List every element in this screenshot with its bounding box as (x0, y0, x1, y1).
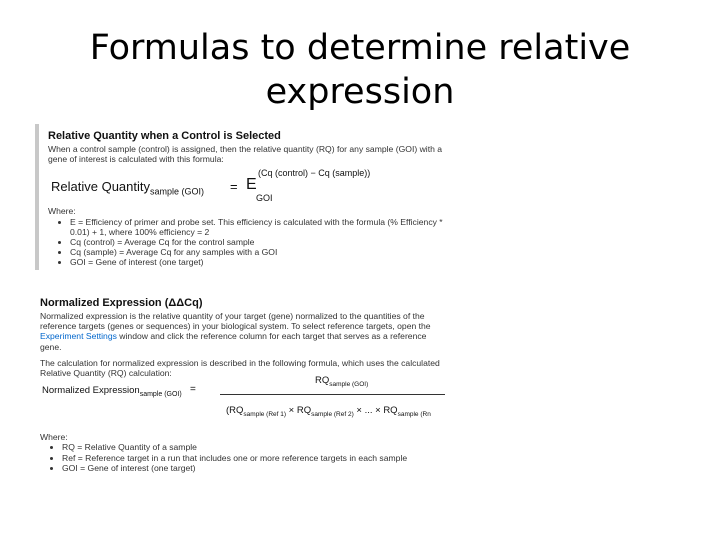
formula-base: E (246, 176, 257, 194)
denominator-a-subscript: sample (Ref 1) (243, 411, 287, 419)
relative-quantity-intro: When a control sample (control) is assigned, then the relative quantity (RQ) for any sample (GOI) with a gene of interest is calculated with this formula: (48, 144, 443, 165)
normalized-expression-heading: Normalized Expression (ΔΔCq) (40, 297, 203, 309)
denominator-a: (RQ (226, 405, 244, 417)
calculation-text: The calculation for normalized expression is described in the following formula, which uses the calculated Relative Quantity (RQ) calculation: (40, 357, 440, 379)
formula-lhs-text: Normalized Expression (42, 385, 140, 397)
formula-lhs (42, 386, 182, 400)
formula-numerator (315, 376, 368, 390)
experiment-settings-link[interactable]: Experiment Settings (40, 331, 117, 342)
relative-quantity-formula (48, 166, 443, 204)
denominator-b: × RQ (286, 405, 312, 417)
where-label: Where: (48, 206, 76, 217)
fraction-bar (220, 394, 445, 395)
intro-text-end: window and click the reference column for each target that serves as a reference gene. (40, 331, 427, 352)
relative-quantity-content (48, 130, 443, 268)
formula-lhs-subscript: sample (GOI) (139, 391, 182, 399)
formula-lhs-text: Relative Quantity (51, 179, 150, 195)
intro-text: Normalized expression is the relative quantity of your target (gene) normalized to the quantities of the reference targets (genes or sequences) in your biological system. To select reference targets, open the (40, 311, 431, 332)
list-item: • GOI = Gene of interest (one target) (62, 463, 447, 473)
formula-equals: = (190, 384, 196, 396)
relative-quantity-heading: Relative Quantity when a Control is Selected (48, 130, 281, 142)
where-label: Where: (40, 432, 68, 443)
numerator-text: RQ (315, 375, 330, 387)
list-item: • Cq (sample) = Average Cq for any samples with a GOI (70, 247, 443, 257)
normalized-expression-formula (40, 375, 447, 426)
formula-base-subscript: GOI (256, 193, 273, 204)
list-item: • Cq (control) = Average Cq for the control sample (70, 237, 443, 247)
list-item: • Ref = Reference target in a run that includes one or more reference targets in each sample (62, 453, 447, 463)
denominator-c-subscript: sample (Rn (397, 411, 431, 419)
normalized-expression-intro (40, 311, 447, 352)
numerator-subscript: sample (GOI) (329, 381, 369, 389)
relative-quantity-panel (35, 124, 443, 270)
formula-lhs (51, 179, 205, 197)
denominator-b-subscript: sample (Ref 2) (311, 411, 354, 419)
formula-lhs-subscript: sample (GOI) (150, 187, 205, 197)
slide-title: Formulas to determine relative expression (89, 28, 631, 112)
definition-list (40, 442, 447, 473)
list-item: • RQ = Relative Quantity of a sample (62, 442, 447, 452)
definition-list (48, 217, 443, 268)
normalized-expression-content (40, 297, 447, 473)
list-item: • GOI = Gene of interest (one target) (70, 257, 443, 267)
list-item: • E = Efficiency of primer and probe set. This efficiency is calculated with the formula (% Efficiency * 0.01) + 1, where 100% efficiency = 2 (70, 217, 443, 237)
formula-denominator (226, 406, 431, 420)
formula-exponent: (Cq (control) − Cq (sample)) (258, 168, 371, 179)
normalized-expression-panel (35, 297, 447, 507)
formula-equals: = (230, 179, 238, 195)
denominator-c: × ... × RQ (353, 405, 398, 417)
panel-left-border (35, 124, 39, 270)
